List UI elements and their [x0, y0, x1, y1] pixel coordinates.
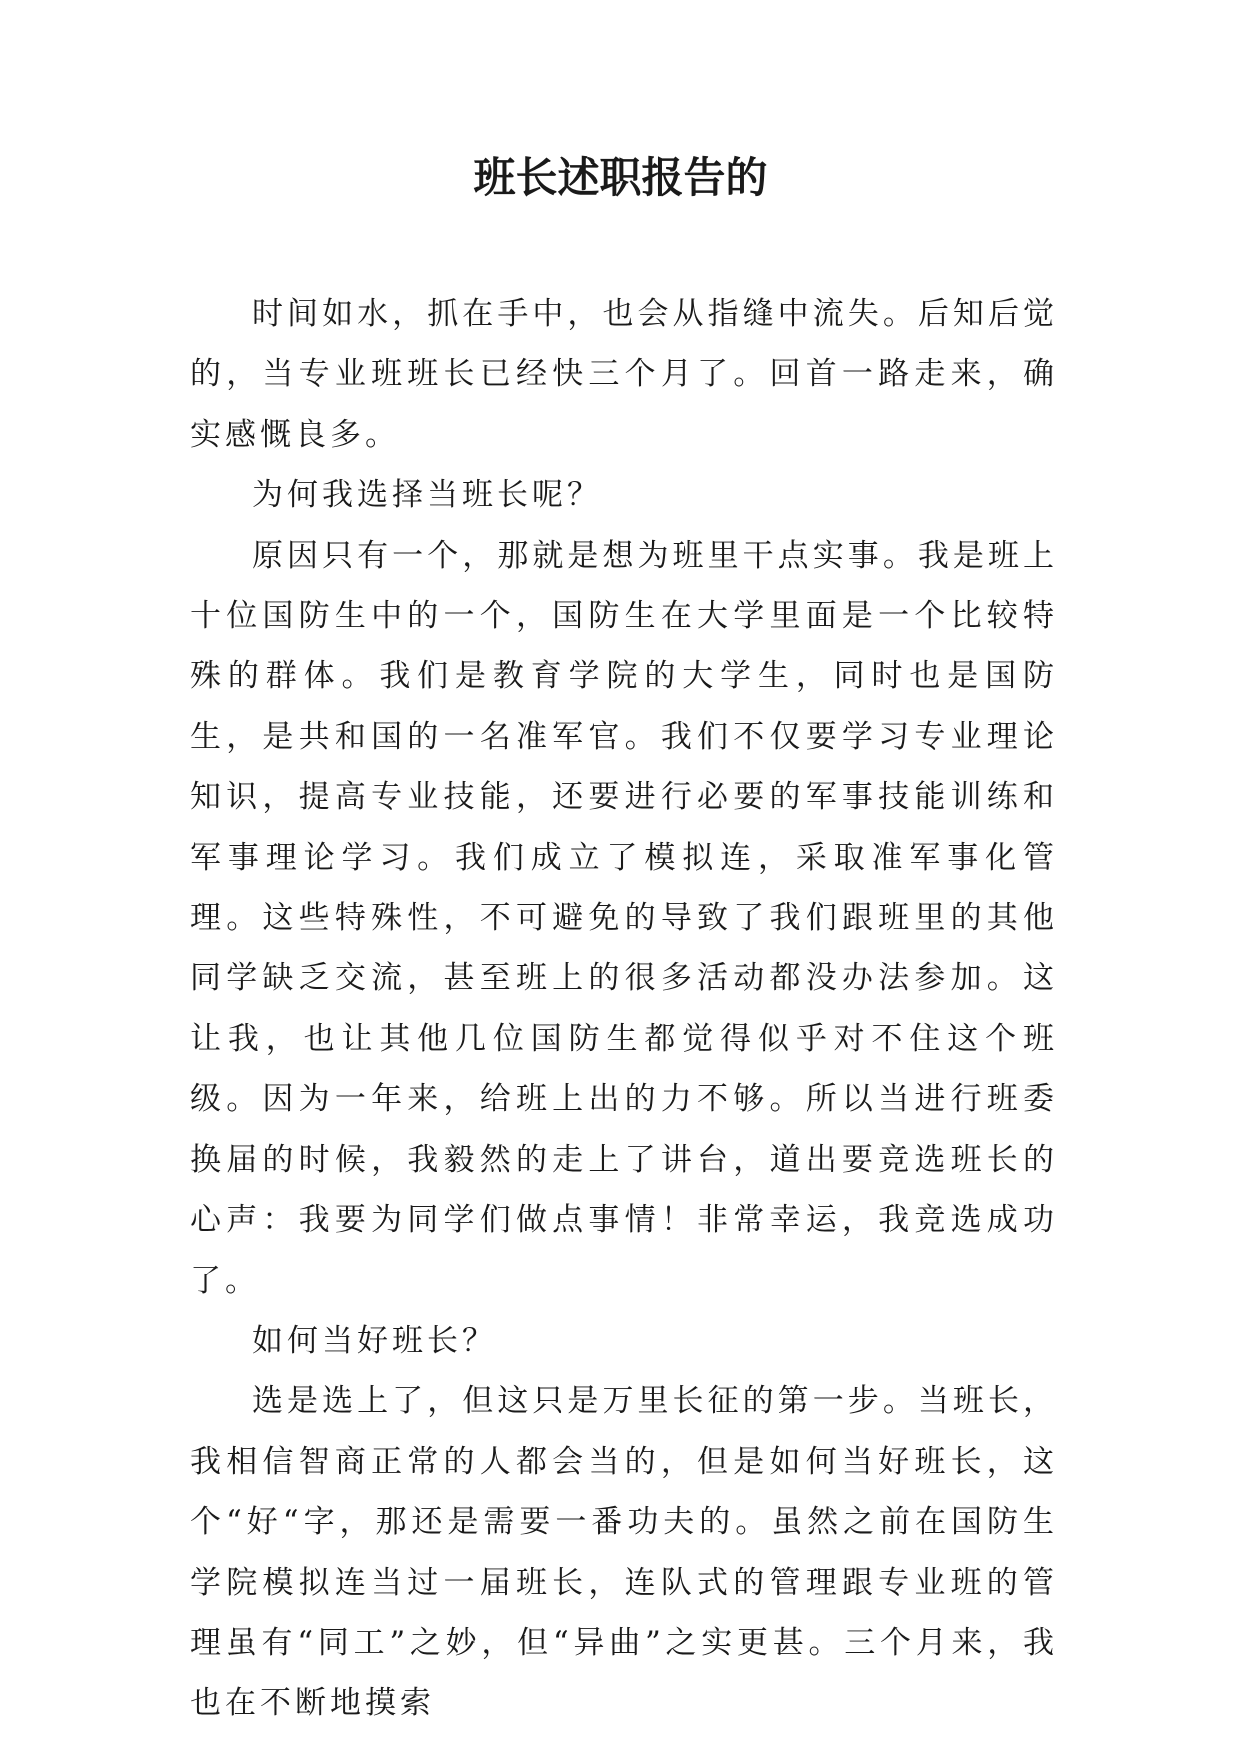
document-body	[190, 284, 1058, 1734]
paragraph-reason: 原因只有一个，那就是想为班里干点实事。我是班上十位国防生中的一个，国防生在大学里面是一个比较特殊的群体。我们是教育学院的大学生，同时也是国防生，是共和国的一名准军官。我们不仅要学习专业理论知识，提高专业技能，还要进行必要的军事技能训练和军事理论学习。我们成立了模拟连，采取准军事化管理。这些特殊性，不可避免的导致了我们跟班里的其他同学缺乏交流，甚至班上的很多活动都没办法参加。这让我，也让其他几位国防生都觉得似乎对不住这个班级。因为一年来，给班上出的力不够。所以当进行班委换届的时候，我毅然的走上了讲台，道出要竞选班长的心声：我要为同学们做点事情！非常幸运，我竞选成功了。	[190, 537, 1058, 1299]
paragraph-question-why: 为何我选择当班长呢？	[252, 477, 602, 514]
paragraph-question-how: 如何当好班长？	[252, 1322, 497, 1359]
paragraph-approach: 选是选上了，但这只是万里长征的第一步。当班长，我相信智商正常的人都会当的，但是如何当好班长，这个“好“字，那还是需要一番功夫的。虽然之前在国防生学院模拟连当过一届班长，连队式的管理跟专业班的管理虽有“同工”之妙，但“异曲”之实更甚。三个月来，我也在不断地摸索	[190, 1383, 1058, 1722]
document-title: 班长述职报告的	[473, 153, 768, 202]
paragraph-intro: 时间如水，抓在手中，也会从指缝中流失。后知后觉的，当专业班班长已经快三个月了。回首一路走来，确实感慨良多。	[190, 296, 1058, 453]
